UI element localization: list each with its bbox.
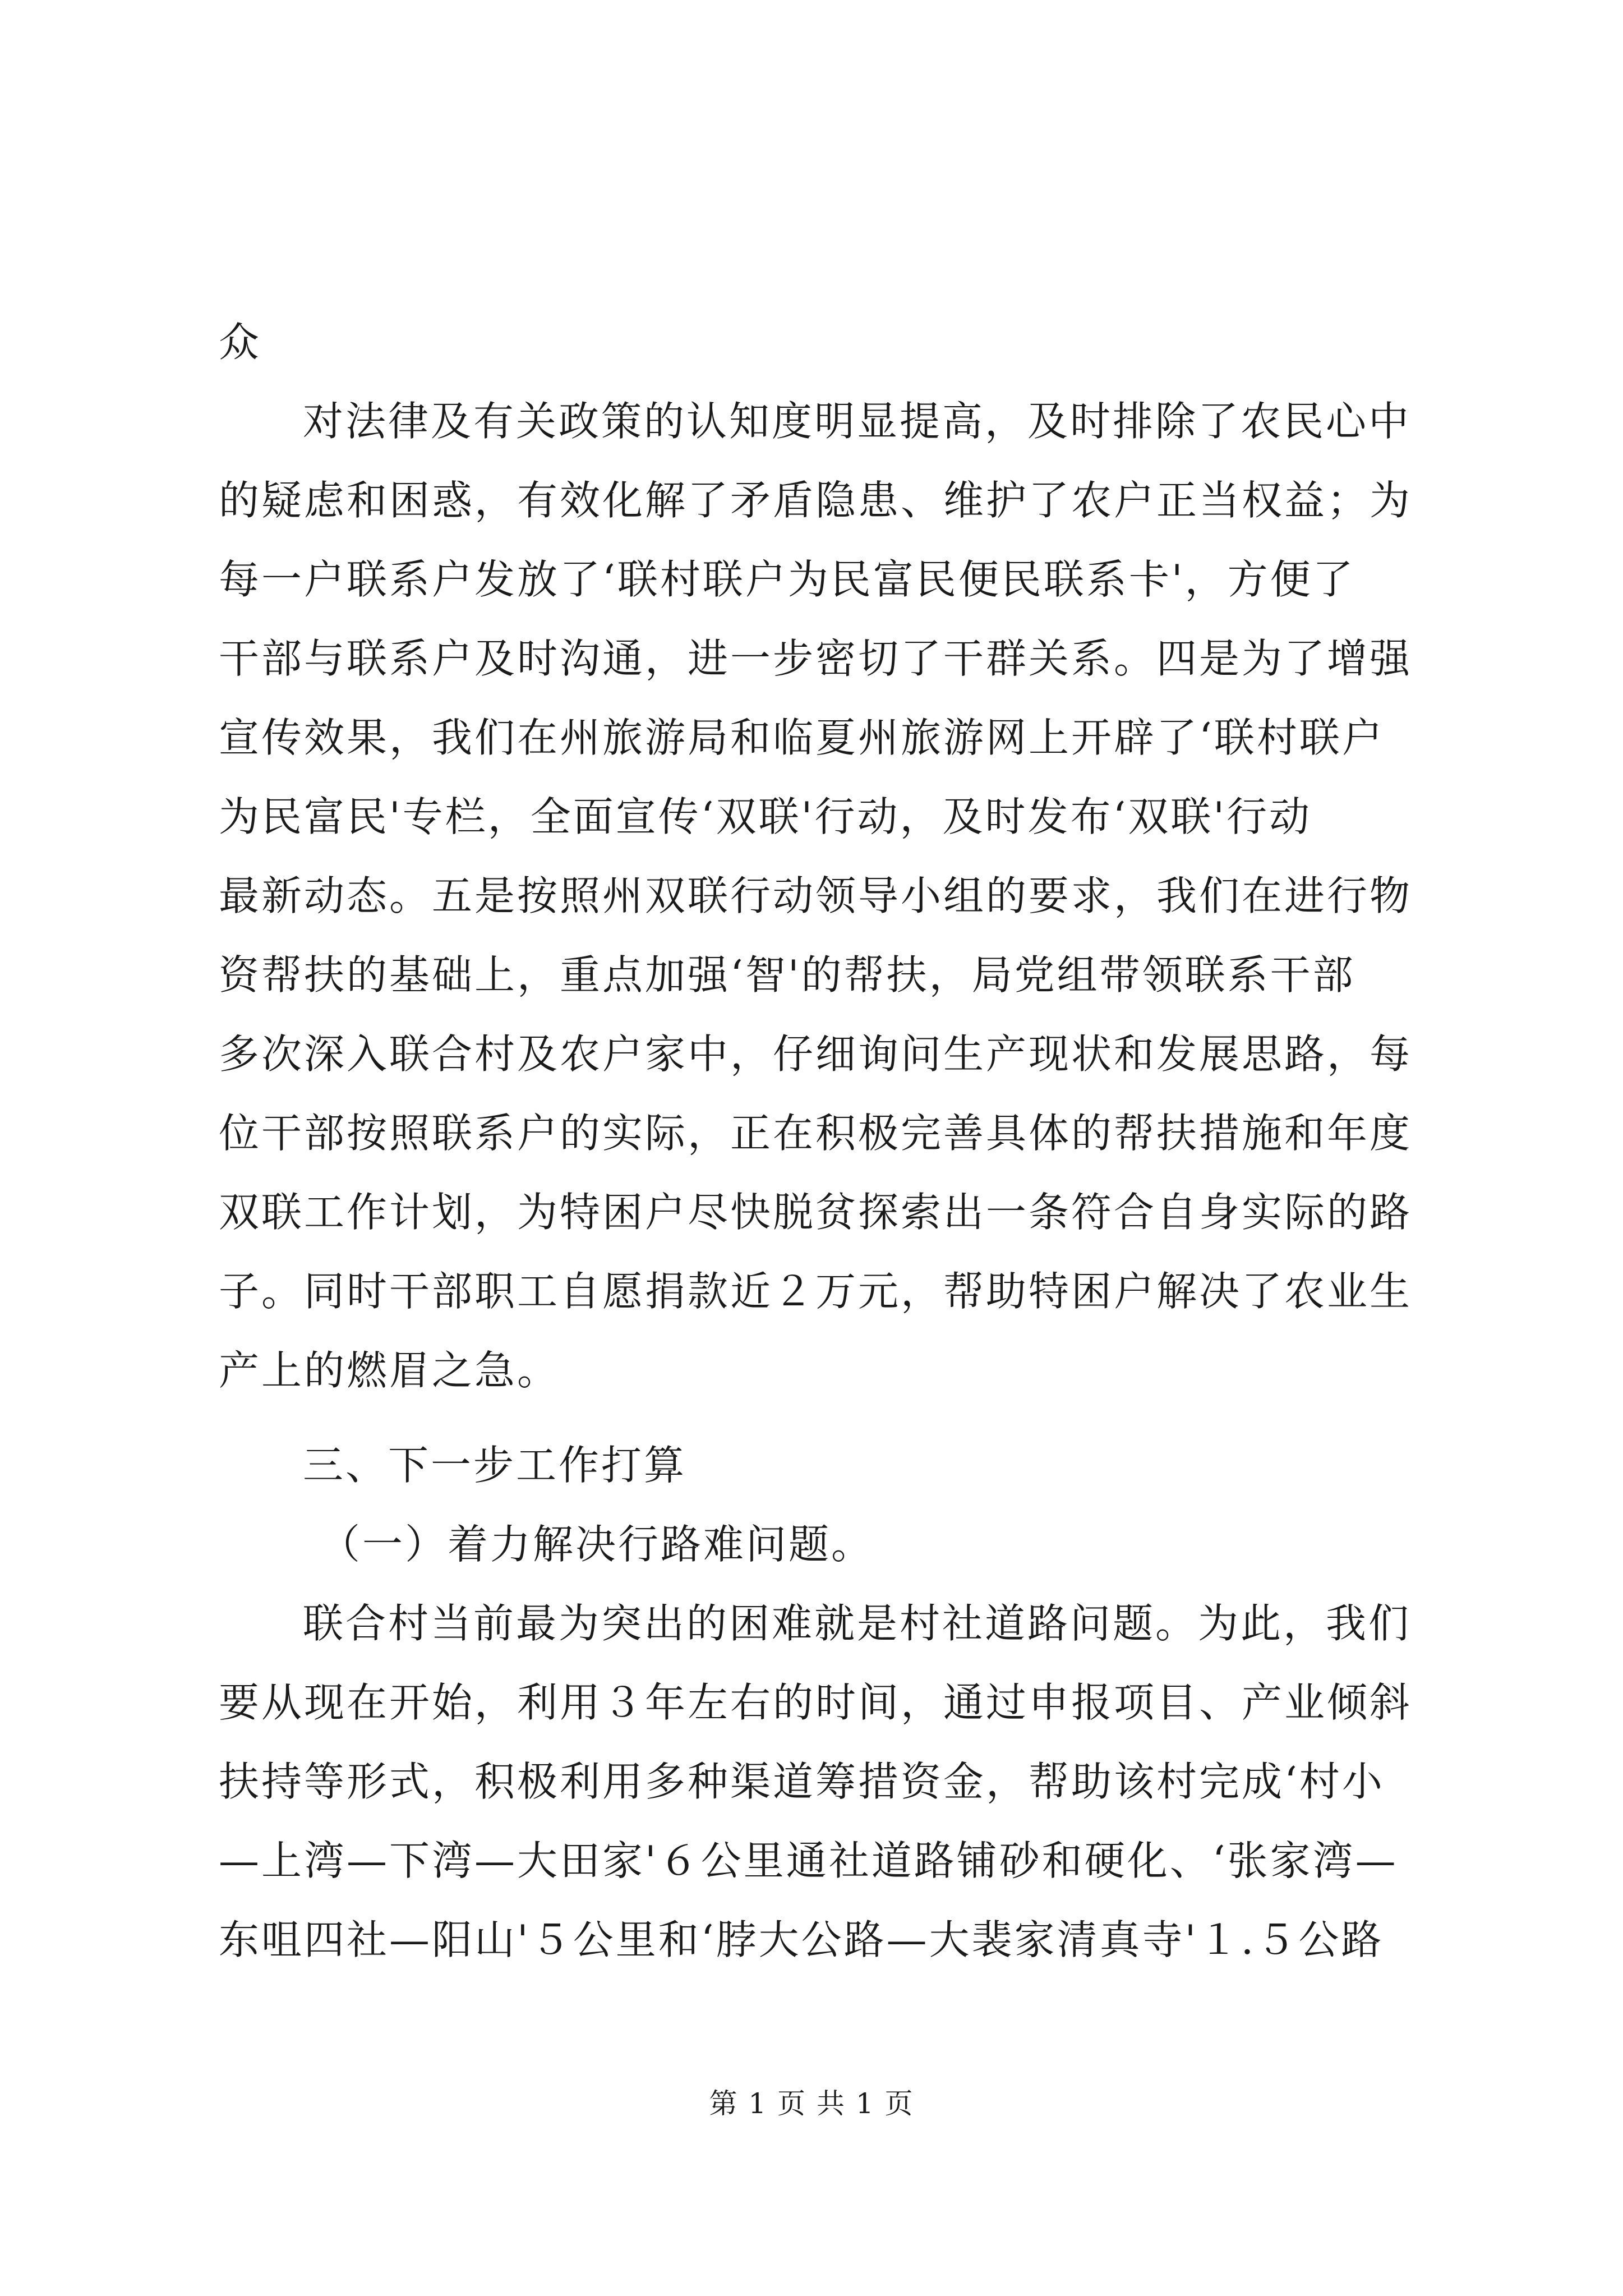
text-line: 双联工作计划，为特困户尽快脱贫探索出一条符合自身实际的路 [219,1189,1413,1236]
paragraph-start-line: 对法律及有关政策的认知度明显提高，及时排除了农民心中 [303,398,1412,445]
text-line: 众 [219,319,262,366]
text-line: 多次深入联合村及农户家中，仔细询问生产现状和发展思路，每 [219,1030,1413,1078]
paragraph-start-line: 联合村当前最为突出的困难就是村社道路问题。为此，我们 [303,1600,1412,1647]
spacer [219,1410,1413,1426]
text-line: 子。同时干部职工自愿捐款近２万元，帮助特困户解决了农业生 [219,1268,1413,1315]
text-line: 资帮扶的基础上，重点加强‘智'的帮扶，局党组带领联系干部 [219,951,1355,999]
text-line: 的疑虑和困惑，有效化解了矛盾隐患、维护了农户正当权益；为 [219,477,1413,524]
text-line: 每一户联系户发放了‘联村联户为民富民便民联系卡'，方便了 [219,556,1355,603]
text-line: 为民富民'专栏，全面宣传‘双联'行动，及时发布‘双联'行动 [219,793,1312,840]
text-line: —上湾—下湾—大田家'６公里通社道路铺砂和硬化、‘张家湾— [219,1837,1398,1884]
section-heading: 三、下一步工作打算 [303,1442,687,1489]
text-line: 宣传效果，我们在州旅游局和临夏州旅游网上开辟了‘联村联户 [219,714,1385,761]
text-line: 最新动态。五是按照州双联行动领导小组的要求，我们在进行物 [219,872,1413,919]
text-line: 要从现在开始，利用３年左右的时间，通过申报项目、产业倾斜 [219,1679,1413,1726]
subsection-heading: （一）着力解决行路难问题。 [320,1521,874,1568]
text-line: 位干部按照联系户的实际，正在积极完善具体的帮扶措施和年度 [219,1110,1413,1157]
page-footer: 第 1 页 共 1 页 [709,2087,914,2120]
text-line: 干部与联系户及时沟通，进一步密切了干群关系。四是为了增强 [219,635,1413,682]
text-line: 东咀四社—阳山'５公里和‘脖大公路—大裴家清真寺'１.５公路 [219,1916,1384,1963]
text-line: 产上的燃眉之急。 [219,1347,560,1394]
text-line: 扶持等形式，积极利用多种渠道筹措资金，帮助该村完成‘村小 [219,1758,1385,1805]
document-body [219,303,1413,1980]
